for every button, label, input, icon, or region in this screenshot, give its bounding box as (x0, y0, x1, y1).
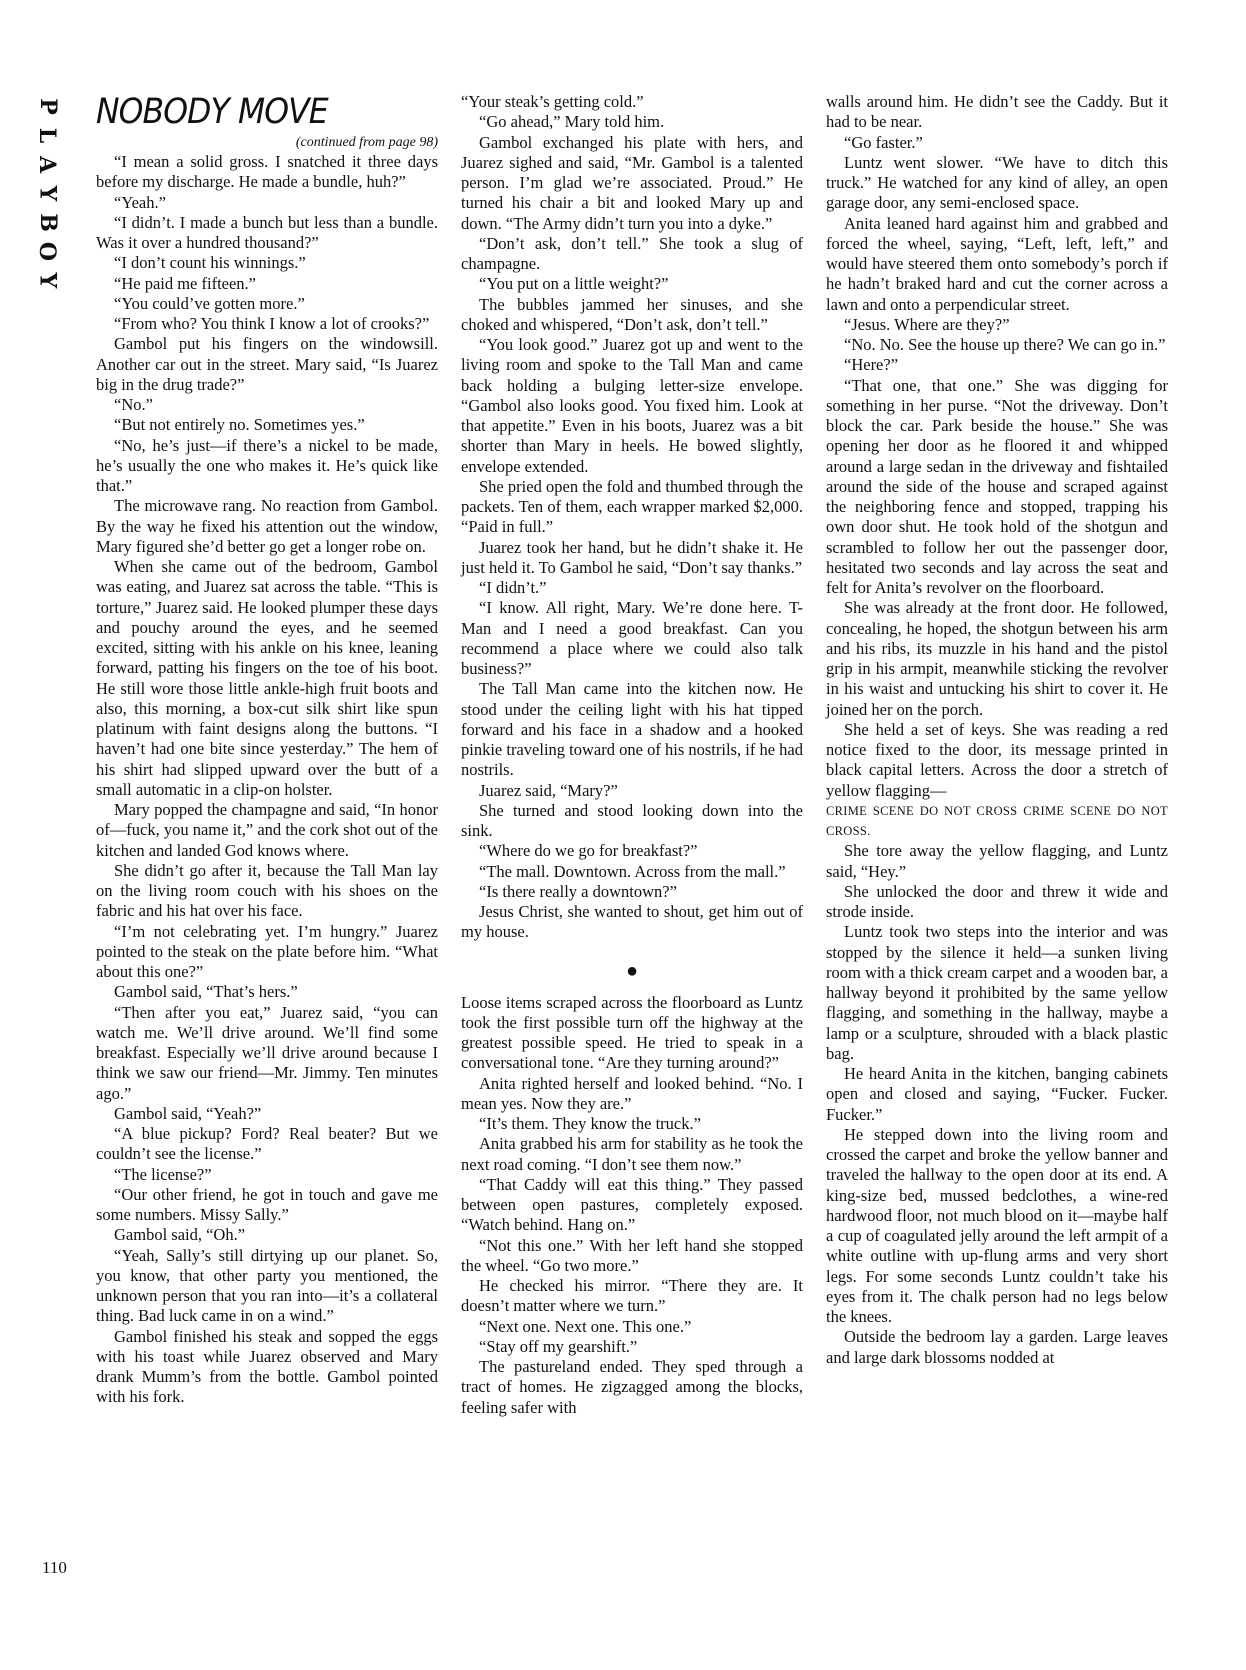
paragraph: “That Caddy will eat this thing.” They passed between open pastures, completely exposed. “Watch behind. Hang on.” (461, 1174, 803, 1235)
paragraph: She held a set of keys. She was reading a red notice fixed to the door, its message printed in black capital letters. Across the door a stretch of yellow flagging— (826, 719, 1168, 800)
paragraph: “Go faster.” (844, 132, 923, 152)
paragraph: She unlocked the door and threw it wide and strode inside. (826, 881, 1168, 921)
column-1-text (96, 152, 438, 1408)
paragraph: “The mall. Downtown. Across from the mall.” (479, 861, 786, 881)
paragraph: “I don’t count his winnings.” (114, 253, 306, 273)
paragraph: Outside the bedroom lay a garden. Large leaves and large dark blossoms nodded at (826, 1327, 1168, 1367)
section-break: ● (625, 959, 639, 982)
paragraph: “Here?” (844, 355, 899, 375)
paragraph: “No, he’s just—if there’s a nickel to be made, he’s usually the one who makes it. He’s quick like that.” (96, 435, 438, 495)
paragraph: Mary popped the champagne and said, “In honor of—fuck, you name it,” and the cork shot out of the kitchen and landed God knows where. (96, 800, 438, 860)
crime-scene-flagging: CRIME SCENE DO NOT CROSS CRIME SCENE DO NOT CROSS. (826, 803, 1168, 838)
paragraph: “Go ahead,” Mary told him. (479, 112, 665, 132)
paragraph: The bubbles jammed her sinuses, and she choked and whispered, “Don’t ask, don’t tell.” (461, 294, 803, 334)
column-3-text-top (826, 92, 1168, 801)
paragraph: “You look good.” Juarez got up and went to the living room and spoke to the Tall Man and came back holding a bulging letter-size envelope. “Gambol also looks good. You fixed him. Look at that appetite.” Even in his boots, Juarez was a bit shorter than Mary in heels. He bowed slightly, envelope extended. (461, 335, 803, 476)
paragraph: “Jesus. Where are they?” (844, 314, 1010, 334)
paragraph: She tore away the yellow flagging, and Luntz said, “Hey.” (826, 841, 1168, 881)
paragraph: Luntz went slower. “We have to ditch this truck.” He watched for any kind of alley, an open garage door, any semi-enclosed space. (826, 152, 1168, 213)
paragraph: He heard Anita in the kitchen, banging cabinets open and closed and saying, “Fucker. Fucker. Fucker.” (826, 1064, 1168, 1124)
paragraph: walls around him. He didn’t see the Caddy. But it had to be near. (826, 92, 1168, 132)
paragraph: “Don’t ask, don’t tell.” She took a slug of champagne. (461, 233, 803, 273)
paragraph: The pastureland ended. They sped through a tract of homes. He zigzagged among the blocks, feeling safer with (461, 1357, 803, 1417)
paragraph: “I mean a solid gross. I snatched it three days before my discharge. He made a bundle, huh?” (96, 152, 438, 192)
paragraph: Loose items scraped across the floorboard as Luntz took the first possible turn off the highway at the greatest possible speed. He tried to speak in a conversational tone. “Are they turning around?” (461, 992, 803, 1073)
paragraph: “Then after you eat,” Juarez said, “you can watch me. We’ll drive around. We’ll find some breakfast. Especially we’ll drive around because I think we saw our friend—Mr. Jimmy. Ten minutes ago.” (96, 1002, 438, 1103)
paragraph: Anita leaned hard against him and grabbed and forced the wheel, saying, “Left, left, left,” and would have steered them onto somebody’s porch if he hadn’t braked hard and cut the corner across a lawn and onto a perpendicular street. (826, 213, 1168, 314)
paragraph: “You could’ve gotten more.” (114, 293, 305, 313)
column-2-text-bottom (461, 993, 803, 1418)
paragraph: She was already at the front door. He followed, concealing, he hoped, the shotgun between his arm and his ribs, its muzzle in his hand and the pistol grip in his armpit, meanwhile sticking the revolver in his waist and untucking his shirt to cover it. He joined her on the porch. (826, 598, 1168, 719)
article-title: NOBODY MOVE (96, 92, 328, 132)
article-column-2 (461, 92, 803, 1418)
column-3-text-bottom (826, 841, 1168, 1368)
paragraph: Gambol exchanged his plate with hers, and Juarez sighed and said, “Mr. Gambol is a talented person. I’m glad we’re associated. Proud.” He turned his chair a bit and looked Mary up and down. “The Army didn’t turn you into a dyke.” (461, 132, 803, 233)
paragraph: Gambol said, “That’s hers.” (114, 982, 298, 1002)
paragraph: Jesus Christ, she wanted to shout, get him out of my house. (461, 902, 803, 942)
paragraph: “That one, that one.” She was digging for something in her purse. “Not the driveway. Don’t block the car. Park beside the house.” She was opening her door as he floored it and whipped around a large sedan in the driveway and fishtailed around the side of the house and scraped against the neighboring fence and stopped, trapping his own door shut. He took hold of the shotgun and scrambled to follow her out the passenger door, hesitated two seconds and lay across the seat and felt for Anita’s revolver on the floorboard. (826, 375, 1168, 597)
paragraph: Luntz took two steps into the interior and was stopped by the silence it held—a sunken living room with a thick cream carpet and a wooden bar, a hallway beyond it prohibited by the same yellow flagging, and something in the hallway, maybe a lamp or a sculpture, shrouded with a black plastic bag. (826, 922, 1168, 1063)
logo-letter: O (34, 241, 61, 262)
paragraph: “The license?” (114, 1164, 212, 1184)
paragraph: Gambol put his fingers on the windowsill. Another car out in the street. Mary said, “Is Juarez big in the drug trade?” (96, 334, 438, 394)
paragraph: “No. No. See the house up there? We can go in.” (844, 335, 1166, 354)
paragraph: “No.” (114, 395, 153, 414)
paragraph: “Yeah, Sally’s still dirtying up our planet. So, you know, that other party you mentioned, the unknown person that you ran into—it’s a collateral thing. Bad luck came in on a wind.” (96, 1245, 438, 1326)
paragraph: She turned and stood looking down into the sink. (461, 800, 803, 840)
continued-note: (continued from page 98) (295, 135, 438, 150)
paragraph: “I’m not celebrating yet. I’m hungry.” Juarez pointed to the steak on the plate before him. “What about this one?” (96, 921, 438, 981)
logo-letter: L (34, 127, 61, 144)
paragraph: “Stay off my gearshift.” (479, 1336, 638, 1356)
paragraph: Juarez took her hand, but he didn’t shake it. He just held it. To Gambol he said, “Don’t say thanks.” (461, 537, 803, 577)
paragraph: “Yeah.” (114, 192, 166, 212)
paragraph: Gambol finished his steak and sopped the eggs with his toast while Juarez observed and Mary drank Mumm’s from the bottle. Gambol pointed with his fork. (96, 1326, 438, 1407)
paragraph: “It’s them. They know the truck.” (479, 1114, 701, 1133)
paragraph: “I didn’t. I made a bunch but less than a bundle. Was it over a hundred thousand?” (96, 212, 438, 252)
paragraph: “Next one. Next one. This one.” (479, 1316, 692, 1336)
article-column-3 (826, 92, 1168, 1368)
paragraph: She pried open the fold and thumbed through the packets. Ten of them, each wrapper marked $2,000. “Paid in full.” (461, 476, 803, 537)
paragraph: Anita righted herself and looked behind. “No. I mean yes. Now they are.” (461, 1073, 803, 1113)
paragraph: “But not entirely no. Sometimes yes.” (114, 415, 365, 435)
paragraph: “Not this one.” With her left hand she stopped the wheel. “Go two more.” (461, 1235, 803, 1275)
paragraph: Gambol said, “Oh.” (114, 1225, 246, 1245)
logo-letter: Y (34, 185, 61, 202)
logo-letter: P (34, 98, 61, 115)
paragraph: When she came out of the bedroom, Gambol was eating, and Juarez sat across the table. “This is torture,” Juarez said. He looked plumper these days and pouchy around the eyes, and he seemed excited, sitting with his ankle on his knee, leaning forward, patting his fingers on the toe of his boot. He still wore those little ankle-high fruit boots and also, this morning, a box-cut silk shirt like spun platinum with faint designs along the buttons. “I haven’t had one bite since yesterday.” The hem of his shirt had slipped upward over the butt of a small automatic in a clip-on holster. (96, 557, 438, 799)
paragraph: “He paid me fifteen.” (114, 273, 257, 293)
paragraph: “I didn’t.” (479, 578, 547, 597)
paragraph: She didn’t go after it, because the Tall Man lay on the living room couch with his shoes on the fabric and his hat over his face. (96, 860, 438, 921)
paragraph: “A blue pickup? Ford? Real beater? But we couldn’t see the license.” (96, 1124, 438, 1164)
paragraph: Juarez said, “Mary?” (479, 780, 618, 800)
paragraph: “From who? You think I know a lot of crooks?” (114, 314, 430, 333)
logo-letter: B (34, 213, 61, 232)
paragraph: “Your steak’s getting cold.” (461, 92, 644, 111)
paragraph: “Is there really a downtown?” (479, 881, 677, 901)
logo-letter: Y (34, 272, 61, 289)
paragraph: “Where do we go for breakfast?” (479, 841, 698, 861)
paragraph: “You put on a little weight?” (479, 274, 669, 294)
article-column-1 (96, 92, 438, 1408)
paragraph: “Our other friend, he got in touch and gave me some numbers. Missy Sally.” (96, 1184, 438, 1224)
logo-letter: A (34, 155, 61, 174)
column-2-text-top (461, 92, 803, 943)
paragraph: He stepped down into the living room and crossed the carpet and broke the yellow banner and traveled the hallway to the open door at its end. A king-size bed, mussed bedclothes, a wine-red hardwood floor, not much blood on it—maybe half a cup of coagulated jelly around the left armpit of a white outline with up-flung arms and very short legs. For some seconds Luntz couldn’t take his eyes from it. The chalk person had no legs below the knees. (826, 1124, 1168, 1326)
paragraph: “I know. All right, Mary. We’re done here. T-Man and I need a good breakfast. Can you recommend a place where we could also talk business?” (461, 598, 803, 678)
page-number: 110 (42, 1558, 67, 1577)
magazine-logo-vertical (34, 92, 60, 292)
paragraph: The microwave rang. No reaction from Gambol. By the way he fixed his attention out the window, Mary figured she’d better go get a longer robe on. (96, 496, 438, 556)
paragraph: He checked his mirror. “There they are. It doesn’t matter where we turn.” (461, 1276, 803, 1316)
paragraph: Anita grabbed his arm for stability as he took the next road coming. “I don’t see them now.” (461, 1134, 803, 1174)
paragraph: The Tall Man came into the kitchen now. He stood under the ceiling light with his hat tipped forward and his face in a shadow and a hooked pinkie traveling toward one of his nostrils, if he had nostrils. (461, 679, 803, 780)
paragraph: Gambol said, “Yeah?” (114, 1103, 262, 1123)
